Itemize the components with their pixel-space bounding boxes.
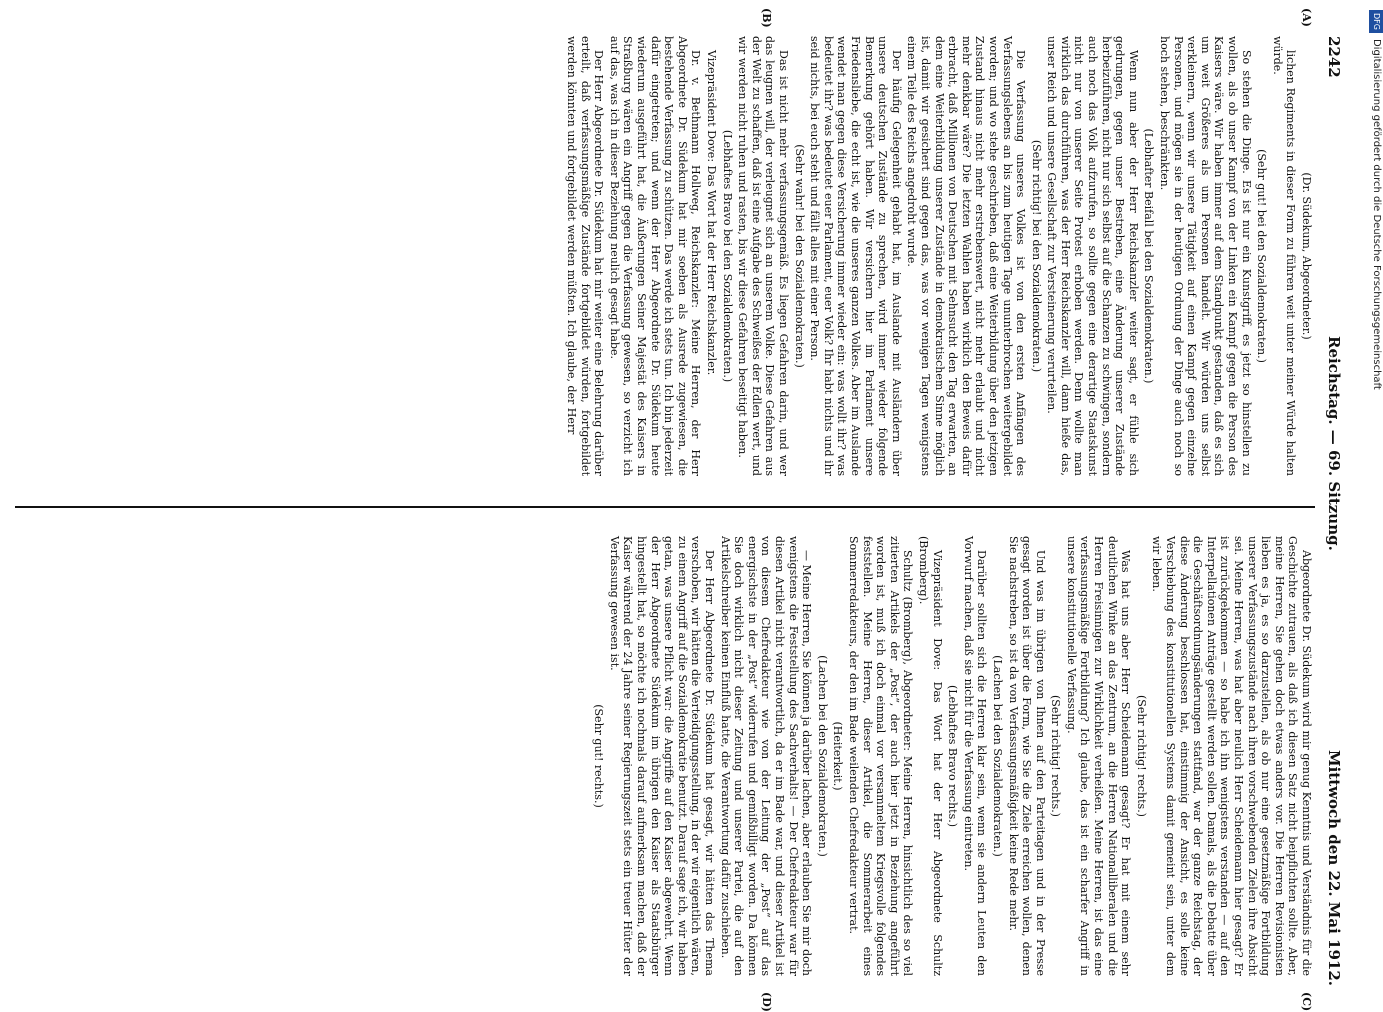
session-title: Reichstag. — 69. Sitzung.	[1325, 336, 1343, 551]
page-content	[3, 8, 1343, 1012]
paragraph: (Heiterkeit.)	[831, 721, 845, 791]
paragraph: Dr. v. Bethmann Hollweg, Reichskanzler: Meine Herren, der Herr Abgeordnete Dr. Südekum hat mir soeben als Ausrede zugewiesen, die bestehende Verfassung zu schützen. Das werde ich stets tun. Ich bin jederzeit dafür eingetreten; und wenn der Herr Abgeordnete Dr. Südekum heute wiederum ausgeführt hat, die Äußerungen Seiner Majestät des Kaisers in Straßburg wären ein Angriff gegen die Verfassung gewesen, so verzicht ich auf das, was ich in dieser Beziehung neulich gesagt habe.	[607, 36, 703, 476]
paragraph: (Lebhafter Beifall bei den Sozialdemokraten.)	[1142, 128, 1156, 384]
margin-marker-c: (C)	[1300, 992, 1313, 1012]
paragraph: Der Herr Abgeordnete Dr. Südekum hat mir weiter eine Belehrung darüber erteilt, daß verfassungsmäßige Zustände fortgebildet würden, fortgebildet werden könnten und fortgebildet werden müßten. Ich glaube, der Herr	[565, 36, 606, 476]
page-number: 2242	[1325, 36, 1343, 78]
session-date: Mittwoch den 22. Mai 1912.	[1325, 749, 1343, 986]
paragraph: Darüber sollten sich die Herren klar sein, wenn sie andern Leuten den Vorwurf machen, daß sie nicht für die Verfassung eintreten.	[961, 536, 989, 976]
paragraph: (Lachen bei den Sozialdemokraten.)	[815, 655, 829, 857]
paragraph: Was hat uns aber Herr Scheidemann gesagt? Er hat mit einem sehr deutlichen Winke an das Zentrum, an die Herren Nationalliberalen und die Herren Freisinnigen zur Wirklichkeit verheißen. Meine Herren, ist das eine verfassungsmäßige Fortbildung? Ich glaube, das ist ein scharfer Angriff in unsere konstitutionelle Verfassung.	[1064, 536, 1133, 976]
right-paragraphs	[592, 536, 1313, 976]
paragraph: Wenn nun aber der Herr Reichskanzler weiter sagt, er fühle sich gedrungen, gegen unser Bestreben, eine Änderung unserer Zustände herbeizuführen, nicht nur sich selbst auf die Schanzen zu schwingen, sondern auch noch das Volk aufzurufen, so sollte gegen eine derartige Staatskunst nicht nur von unserer Seite Protest erhoben werden. Denn wollte man wirklich das durchführen, was der Herr Reichskanzler will, dann hieße das, unser Reich und unsere Gesellschaft zur Versteinerung verurteilen.	[1045, 36, 1140, 476]
paragraph: Das ist nicht mehr verfassungsgemäß. Es liegen Gefahren darin, und wer das leugnen will, der verleugnet sich an unserem Volke. Diese Gefahren aus der Welt zu schaffen, daß ist eine Aufgabe des Schweißes der Edlen wert, und wir werden nicht ruhen und rasten, bis wir diese Gefahren beseitigt haben.	[736, 36, 791, 476]
paragraph: So stehen die Dinge. Es ist nur ein Kunstgriff, es jetzt so hinstellen zu wollen, als ob unser Kampf von der Linken ein Kampf gegen die Person des Kaisers wäre. Wir haben immer auf dem Standpunkt gestanden, daß es sich um weit Größeres als um Personen handelt. Wir würden uns selbst verkleinern, wenn wir unsere Tätigkeit auf einen Kampf gegen einzelne Personen, und mögen sie in der heutigen Ordnung der Dinge auch noch so hoch stehen, beschränkten.	[1158, 36, 1253, 476]
paragraph: lichen Regiments in dieser Form zu führen weit unter meiner Würde halten würde.	[1270, 36, 1298, 476]
paragraph: Und was im übrigen von Ihnen auf den Parteitagen und in der Presse gesagt worden ist über die Form, wie Sie die Ziele erreichen wollen, denen Sie nachstreben, so ist da von Verfassungsmäßigkeit keine Rede mehr.	[1006, 536, 1047, 976]
digitization-credit	[1369, 0, 1383, 1010]
paragraph: (Lachen bei den Sozialdemokraten.)	[990, 655, 1004, 857]
paragraph: (Lebhaftes Bravo bei den Sozialdemokraten.)	[720, 129, 734, 383]
paragraph: Abgeordnete Dr. Südekum wird mir genug Kenntnis und Verständnis für die Geschichte zutrauen, als daß ich diesen Satz nicht beipflichten sollte. Aber, meine Herren, Sie gehen doch etwas anders vor. Die Herren Revisionisten lieben es ja, es so darzustellen, als ob nur eine gesetzmäßige Fortbildung unserer Verfassungszustände nach ihren vorschwebenden Zielen ihre Absicht sei. Meine Herren, was hat aber neulich Herr Scheidemann hier gesagt? Er ist zurückgekommen — so habe ich ihn wenigstens verstanden — auf den Interpellationen Anträge gestellt werden sollen. Damals, als die Debatte über die Geschäftsordnungsänderungen stattfand, war der ganze Reichstag, der diese Änderung beschlossen hat, einstimmig der Ansicht, es solle keine Verschiebung des konstitutionellen Systems damit gemeint sein, unter dem wir leben.	[1150, 536, 1313, 976]
paragraph: (Sehr gut! bei den Sozialdemokraten.)	[1255, 149, 1269, 363]
page-header	[1317, 36, 1343, 986]
paragraph: Vizepräsident Dove: Das Wort hat der Herr Abgeordnete Schultz (Bromberg).	[916, 536, 944, 976]
paragraph: — Meine Herren, Sie können ja darüber lachen, aber erlauben Sie mir doch wenigstens die Feststellung des Sachverhalts! — Der Chefredakteur war für diesen Artikel nicht verantwortlich, da er im Bade war, und dieser Artikel ist von diesem Chefredakteur wie von der Leitung der „Post“ auf das energischste in der „Post“ widerrufen und gemißbilligt worden. Da können Sie doch wirklich nicht dieser Zeitung und unserer Partei, die auf den Artikelschreiber keinen Einfluß hatte, die Verantwortung dafür zuschieben.	[718, 536, 814, 976]
paragraph: (Sehr wahr! bei den Sozialdemokraten.)	[792, 144, 806, 368]
left-paragraphs	[565, 36, 1298, 476]
margin-marker-b: (B)	[760, 8, 773, 28]
margin-marker-d: (D)	[760, 992, 773, 1012]
paragraph: Der häufig Gelegenheit gehabt hat, im Auslande mit Ausländern über unsere deutschen Zustände zu sprechen, wird immer wieder folgende Bemerkung gehört haben. Wir versichern hier im Parlament unsere Friedensliebe, die echt ist, wie die unseres ganzen Volkes. Aber im Auslande wendet man gegen diese Versicherung immer wieder ein: was wollt ihr? was bedeutet ihr? was bedeutet euer Parlament, euer Volk? Ihr habt nichts und ihr seid nichts, bei euch steht und fällt alles mit einer Person.	[808, 36, 903, 476]
dfg-logo: DFG	[1369, 10, 1383, 33]
speaker-note: (Dr. Südekum, Abgeordneter.)	[1300, 172, 1313, 340]
paragraph: (Lebhaftes Bravo rechts.)	[946, 684, 960, 828]
credit-text: Digitalisierung gefördert durch die Deutsche Forschungsgemeinschaft	[1371, 38, 1382, 390]
paragraph: (Sehr richtig! bei den Sozialdemokraten.)	[1029, 139, 1043, 373]
paragraph: Schultz (Bromberg), Abgeordneter: Meine Herren, hinsichtlich des so viel zitierten Artikels der „Post“, der auch hier jetzt in Beziehung angeführt worden ist, muß ich doch einmal vor versammeltem Kriegsvolle folgendes feststellen. Meine Herren, dieser Artikel, die Sommerarbeit eines Sommerredakteurs, der den im Bade weilenden Chefredakteur vertrat.	[847, 536, 915, 976]
paragraph: (Sehr gut! rechts.)	[592, 704, 606, 808]
paragraph: Vizepräsident Dove: Das Wort hat der Herr Reichskanzler.	[705, 50, 719, 376]
paragraph: (Sehr richtig! rechts.)	[1134, 695, 1148, 817]
paragraph: Der Herr Abgeordnete Dr. Südekum hat gesagt, wir hätten das Thema verschoben, wir hätten die Verteidigungsstellung, in der wir eigentlich wären, zu einem Angriff auf die Sozialdemokratie benutzt. Darauf sage ich, wir haben getan, was unsere Pflicht war: die Angriffe auf den Kaiser abgewehrt. Wenn der Herr Abgeordnete Südekum im übrigen den Kaiser als Staatsbürger hingestellt hat, so möchte ich nochmals darauf aufmerksam machen, daß der Kaiser während der 24 Jahre seiner Regierungszeit stets ein treuer Hüter der Verfassung gewesen ist.	[607, 536, 717, 976]
right-column	[590, 536, 1313, 976]
margin-marker-a: (A)	[1300, 8, 1313, 27]
left-column	[563, 36, 1313, 476]
column-divider	[15, 506, 1315, 508]
paragraph: (Sehr richtig! rechts.)	[1049, 695, 1063, 817]
paragraph: Die Verfassung unseres Volkes ist von den ersten Anfängen des Verfassungslebens an bis zum heutigen Tage ununterbrochen weitergebildet worden; und wo stehe geschrieben, daß eine Weiterbildung über den jetzigen Zustand hinaus nicht mehr erstrebenswert, nicht mehr erlaubt und nicht mehr denkbar wäre? Die letzten Wahlen haben wirklich den Beweis dafür erbracht, daß Millionen von Deutschen mit Sehnsucht den Tag erwarten, an dem eine Weiterbildung unserer Zustände in demokratischem Sinne möglich ist, damit wir gesichert sind gegen das, was vor wenigen Tagen wenigstens einem Teile des Reichs angedroht wurde.	[905, 36, 1028, 476]
